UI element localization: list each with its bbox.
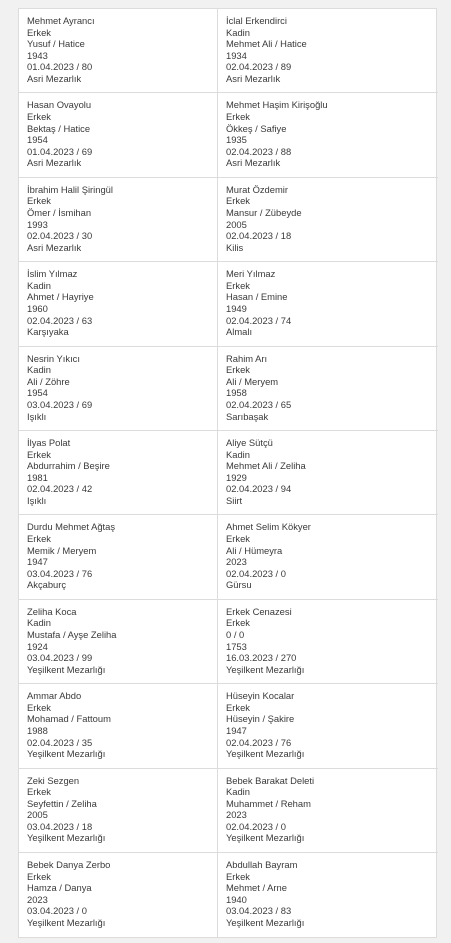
record-name: Rahim Arı <box>226 352 268 364</box>
record-name: Zeliha Koca <box>27 605 77 617</box>
record-parents: Mehmet Ali / Hatice <box>226 38 307 50</box>
record-cemetery: Asri Mezarlık <box>226 157 281 169</box>
record-name: Zeki Sezgen <box>27 774 80 786</box>
record-birth-year: 1958 <box>226 387 247 399</box>
record-cemetery: Kilis <box>226 241 244 253</box>
record-gender: Kadin <box>226 26 250 38</box>
record-name: Mehmet Ayrancı <box>27 15 95 26</box>
record-cemetery: Yeşilkent Mezarlığı <box>226 916 305 928</box>
record-gender: Erkek <box>226 701 250 713</box>
record-date-age: 01.04.2023 / 69 <box>27 145 93 157</box>
record-birth-year: 1940 <box>226 893 247 905</box>
record-name: Hasan Ovayolu <box>27 99 92 111</box>
record-name: Murat Özdemir <box>226 183 288 195</box>
record-parents: Ali / Hümeyra <box>226 544 283 556</box>
record-gender: Erkek <box>226 617 250 629</box>
record-card <box>19 853 218 937</box>
record-parents: Mansur / Zübeyde <box>226 206 302 218</box>
record-name: Mehmet Haşim Kirişoğlu <box>226 99 328 111</box>
record-card <box>19 9 218 93</box>
record-name: Aliye Sütçü <box>226 436 273 448</box>
record-parents: Hamza / Danya <box>27 882 92 894</box>
record-birth-year: 1924 <box>27 640 48 652</box>
record-name: Ahmet Selim Kökyer <box>226 521 311 533</box>
record-birth-year: 1949 <box>226 302 247 314</box>
record-card <box>218 853 438 937</box>
record-birth-year: 1947 <box>27 556 48 568</box>
record-birth-year: 1954 <box>27 387 48 399</box>
record-cemetery: Asri Mezarlık <box>27 72 82 84</box>
record-gender: Kadin <box>27 617 51 629</box>
record-name: Bebek Barakat Deleti <box>226 774 315 786</box>
record-birth-year: 1929 <box>226 471 247 483</box>
record-cemetery: Işıklı <box>27 410 47 422</box>
record-birth-year: 2005 <box>27 809 48 821</box>
record-cemetery: Almalı <box>226 326 253 338</box>
record-parents: Ökkeş / Safiye <box>226 122 287 134</box>
record-parents: Yusuf / Hatice <box>27 38 85 50</box>
record-parents: Mehmet Ali / Zeliha <box>226 460 306 472</box>
record-birth-year: 1934 <box>226 49 247 61</box>
record-name: Meri Yılmaz <box>226 268 276 280</box>
record-name: Ammar Abdo <box>27 690 82 702</box>
record-name: İlyas Polat <box>27 436 71 448</box>
record-date-age: 02.04.2023 / 0 <box>226 567 286 579</box>
record-date-age: 03.04.2023 / 83 <box>226 905 292 917</box>
record-date-age: 02.04.2023 / 88 <box>226 145 292 157</box>
record-birth-year: 1993 <box>27 218 48 230</box>
record-parents: 0 / 0 <box>226 628 245 640</box>
record-cemetery: Yeşilkent Mezarlığı <box>226 663 305 675</box>
record-cemetery: Yeşilkent Mezarlığı <box>27 748 106 760</box>
record-card <box>218 178 438 262</box>
record-cemetery: Siirt <box>226 494 243 506</box>
record-date-age: 03.04.2023 / 99 <box>27 652 93 664</box>
record-gender: Erkek <box>27 786 51 798</box>
record-parents: Bektaş / Hatice <box>27 122 91 134</box>
record-name: İclal Erkendirci <box>226 15 287 26</box>
record-card <box>19 431 218 515</box>
record-parents: Ali / Zöhre <box>27 375 70 387</box>
record-card <box>218 684 438 768</box>
record-parents: Hüseyin / Şakire <box>226 713 295 725</box>
record-parents: Muhammet / Reham <box>226 797 311 809</box>
record-cemetery: Yeşilkent Mezarlığı <box>27 663 106 675</box>
record-birth-year: 1954 <box>27 134 48 146</box>
record-parents: Mehmet / Arne <box>226 882 287 894</box>
record-cemetery: Yeşilkent Mezarlığı <box>27 832 106 844</box>
record-gender: Erkek <box>27 195 51 207</box>
record-card <box>218 93 438 177</box>
record-gender: Erkek <box>27 870 51 882</box>
record-gender: Kadin <box>226 448 250 460</box>
record-date-age: 02.04.2023 / 89 <box>226 61 292 73</box>
record-date-age: 03.04.2023 / 76 <box>27 567 93 579</box>
record-date-age: 02.04.2023 / 63 <box>27 314 93 326</box>
record-birth-year: 2005 <box>226 218 247 230</box>
record-name: Bebek Danya Zerbo <box>27 858 111 870</box>
record-cemetery: Yeşilkent Mezarlığı <box>27 916 106 928</box>
record-cemetery: Yeşilkent Mezarlığı <box>226 832 305 844</box>
record-cemetery: Akçaburç <box>27 579 67 591</box>
record-birth-year: 1935 <box>226 134 247 146</box>
record-cemetery: Asri Mezarlık <box>226 72 281 84</box>
record-parents: Seyfettin / Zeliha <box>27 797 97 809</box>
record-parents: Mohamad / Fattoum <box>27 713 111 725</box>
record-cemetery: Işıklı <box>27 494 47 506</box>
record-gender: Erkek <box>27 448 51 460</box>
record-card <box>19 347 218 431</box>
record-card <box>19 515 218 599</box>
record-date-age: 02.04.2023 / 18 <box>226 230 292 242</box>
record-birth-year: 1753 <box>226 640 247 652</box>
record-card <box>218 262 438 346</box>
record-gender: Erkek <box>226 870 250 882</box>
record-gender: Erkek <box>27 701 51 713</box>
record-card <box>218 769 438 853</box>
record-name: Erkek Cenazesi <box>226 605 292 617</box>
record-date-age: 02.04.2023 / 74 <box>226 314 292 326</box>
record-gender: Erkek <box>27 26 51 38</box>
record-birth-year: 2023 <box>27 893 48 905</box>
record-gender: Erkek <box>226 279 250 291</box>
record-date-age: 02.04.2023 / 30 <box>27 230 93 242</box>
record-birth-year: 1960 <box>27 302 48 314</box>
record-cemetery: Asri Mezarlık <box>27 157 82 169</box>
record-gender: Erkek <box>226 364 250 376</box>
record-gender: Erkek <box>27 532 51 544</box>
record-cemetery: Yeşilkent Mezarlığı <box>226 748 305 760</box>
record-name: Nesrin Yıkıcı <box>27 352 80 364</box>
record-date-age: 02.04.2023 / 94 <box>226 483 292 495</box>
record-card <box>218 600 438 684</box>
record-name: İbrahim Halil Şiringül <box>27 183 113 195</box>
record-parents: Mustafa / Ayşe Zeliha <box>27 628 117 640</box>
record-card <box>218 9 438 93</box>
record-parents: Ömer / İsmihan <box>27 206 92 218</box>
record-parents: Ali / Meryem <box>226 375 279 387</box>
record-date-age: 02.04.2023 / 35 <box>27 736 93 748</box>
record-birth-year: 1947 <box>226 724 247 736</box>
record-birth-year: 1988 <box>27 724 48 736</box>
records-table <box>18 8 437 938</box>
record-birth-year: 2023 <box>226 556 247 568</box>
record-gender: Erkek <box>27 110 51 122</box>
record-date-age: 03.04.2023 / 69 <box>27 398 93 410</box>
record-parents: Hasan / Emine <box>226 291 288 303</box>
record-cemetery: Gürsu <box>226 579 252 591</box>
record-cemetery: Asri Mezarlık <box>27 241 82 253</box>
record-card <box>19 769 218 853</box>
record-gender: Kadin <box>27 364 51 376</box>
record-cemetery: Sarıbaşak <box>226 410 269 422</box>
record-card <box>218 515 438 599</box>
record-gender: Erkek <box>226 195 250 207</box>
record-birth-year: 2023 <box>226 809 247 821</box>
record-date-age: 16.03.2023 / 270 <box>226 652 297 664</box>
record-date-age: 03.04.2023 / 0 <box>27 905 87 917</box>
record-parents: Abdurrahim / Beşire <box>27 460 110 472</box>
record-gender: Erkek <box>226 110 250 122</box>
record-birth-year: 1943 <box>27 49 48 61</box>
record-date-age: 02.04.2023 / 42 <box>27 483 93 495</box>
record-date-age: 02.04.2023 / 0 <box>226 820 286 832</box>
record-card <box>19 684 218 768</box>
record-card <box>19 178 218 262</box>
record-name: Abdullah Bayram <box>226 858 298 870</box>
record-date-age: 01.04.2023 / 80 <box>27 61 93 73</box>
record-date-age: 02.04.2023 / 65 <box>226 398 292 410</box>
record-name: Durdu Mehmet Ağtaş <box>27 521 116 533</box>
record-name: Hüseyin Kocalar <box>226 690 295 702</box>
record-card <box>19 93 218 177</box>
record-parents: Memik / Meryem <box>27 544 97 556</box>
record-cemetery: Karşıyaka <box>27 326 69 338</box>
record-gender: Kadin <box>226 786 250 798</box>
record-parents: Ahmet / Hayriye <box>27 291 94 303</box>
record-card <box>218 431 438 515</box>
record-card <box>19 262 218 346</box>
record-card <box>19 600 218 684</box>
record-date-age: 02.04.2023 / 76 <box>226 736 292 748</box>
record-name: İslim Yılmaz <box>27 268 78 280</box>
record-gender: Erkek <box>226 532 250 544</box>
record-date-age: 03.04.2023 / 18 <box>27 820 93 832</box>
record-card <box>218 347 438 431</box>
record-gender: Kadin <box>27 279 51 291</box>
record-birth-year: 1981 <box>27 471 48 483</box>
